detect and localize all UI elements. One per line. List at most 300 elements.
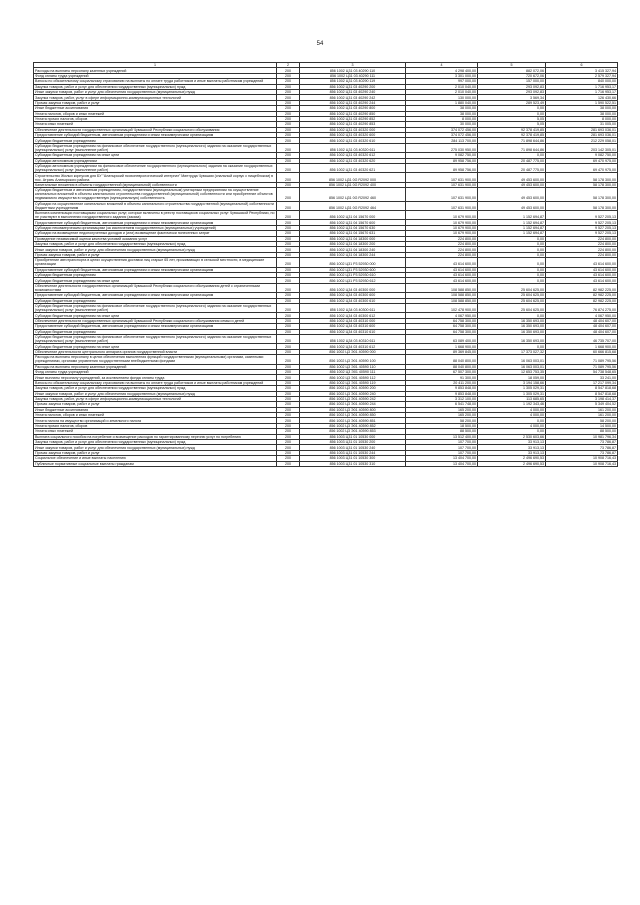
row-description: Закупка товаров, работ, услуг в сфере информационно-коммуникационных технологий [34, 95, 277, 100]
row-executed-amount: 0,00 [478, 418, 546, 423]
row-budget-code: 856 1002 Ц31 P3 52930 000 [300, 258, 406, 267]
row-executed-amount: 0,00 [478, 153, 546, 158]
row-line-code: 200 [277, 267, 300, 272]
row-unexecuted-amount: 161 200,00 [546, 407, 618, 412]
row-approved-amount: 13 404 700,00 [406, 461, 478, 466]
row-approved-amount: 67 507 300,00 [406, 369, 478, 374]
row-line-code: 200 [277, 173, 300, 182]
row-executed-amount: 33 913,13 [478, 450, 546, 455]
row-unexecuted-amount: 281 693 036,01 [546, 127, 618, 132]
row-executed-amount: 0,00 [478, 236, 546, 241]
row-executed-amount: 4 000,00 [478, 407, 546, 412]
row-line-code: 200 [277, 133, 300, 138]
row-line-code: 200 [277, 89, 300, 94]
row-description: Закупка товаров, работ и услуг для обеспечения государственных (муниципальных) нужд [34, 84, 277, 89]
row-budget-code: 856 1003 Ц31 01 10530 200 [300, 440, 406, 445]
row-line-code: 200 [277, 418, 300, 423]
row-executed-amount: 20 487 775,00 [478, 158, 546, 163]
row-budget-code: 856 1002 Ц3 Э01 40590 244 [300, 402, 406, 407]
row-approved-amount: 4 067 950,00 [406, 313, 478, 318]
row-executed-amount: 113 685,65 [478, 396, 546, 401]
row-budget-code: 856 1002 Ц31 04 15670 000 [300, 211, 406, 220]
row-budget-code: 856 1002 Ц3 Э01 40590 112 [300, 375, 406, 380]
row-line-code: 200 [277, 293, 300, 298]
row-description: Предоставление субсидий бюджетным, автономным учреждениям и иным некоммерческим организациям [34, 267, 277, 272]
row-description: Прочая закупка товаров, работ и услуг [34, 450, 277, 455]
row-line-code: 200 [277, 188, 300, 201]
row-line-code: 200 [277, 153, 300, 158]
row-unexecuted-amount: 73 786,87 [546, 445, 618, 450]
row-budget-code: 856 1002 Ц31 P3 52930 610 [300, 273, 406, 278]
table-row [34, 258, 618, 267]
table-row [34, 355, 618, 364]
row-description: Субсидии бюджетным учреждениям на финансовое обеспечение государственного (муниципального) задания на оказание государственных (муниципальных) услуг (выполнение работ) [34, 143, 277, 152]
row-executed-amount: 0,00 [478, 111, 546, 116]
row-description: Субсидии автономным учреждениям [34, 158, 277, 163]
row-unexecuted-amount: 1 716 953,17 [546, 89, 618, 94]
row-budget-code: 856 1002 Ц31 04 15670 631 [300, 231, 406, 236]
row-description: Субсидии бюджетным учреждениям на иные цели [34, 278, 277, 283]
row-approved-amount: 89 958 756,00 [406, 158, 478, 163]
row-description: Строительство Жилых корпусов для БУ "Алатырский психоневрологический интернат" Минтруда Чувашии (спальный корпус с пищеблоком) в пос. Атрать Алатырского района [34, 173, 277, 182]
row-line-code: 200 [277, 211, 300, 220]
table-row [34, 201, 618, 210]
row-budget-code: 856 1002 Ц3 Э01 40590 852 [300, 423, 406, 428]
row-description: Выплата социального пособия на погребение и возмещение расходов по гарантированному перечню услуг по погребению [34, 434, 277, 439]
table-row [34, 334, 618, 343]
row-line-code: 200 [277, 73, 300, 78]
row-unexecuted-amount: 9 527 205,13 [546, 231, 618, 236]
row-budget-code: 856 1002 Ц31 P3 52930 600 [300, 267, 406, 272]
row-approved-amount: 130 000,00 [406, 95, 478, 100]
row-executed-amount: 25 604 625,00 [478, 283, 546, 292]
row-executed-amount: 0,00 [478, 429, 546, 434]
row-executed-amount: 1 152 694,87 [478, 231, 546, 236]
row-unexecuted-amount: 14 500,00 [546, 423, 618, 428]
row-description: Прочая закупка товаров, работ и услуг [34, 100, 277, 105]
row-executed-amount: 16 063 003,01 [478, 364, 546, 369]
row-executed-amount: 1 152 694,87 [478, 220, 546, 225]
row-line-code: 200 [277, 318, 300, 323]
row-description: Предоставление субсидий бюджетным, автономным учреждениям и иным некоммерческим организациям [34, 220, 277, 225]
row-description: Субсидии бюджетным учреждениям на финансовое обеспечение государственного (муниципального) задания на оказание государственных (муниципальных) услуг (выполнение работ) [34, 334, 277, 343]
row-description: Предоставление субсидий бюджетным, автономным учреждениям и иным некоммерческим организациям [34, 293, 277, 298]
row-unexecuted-amount: 88 500,00 [546, 429, 618, 434]
row-budget-code: 856 1002 Ц31 04 15670 630 [300, 225, 406, 230]
row-description: Иные бюджетные ассигнования [34, 407, 277, 412]
row-line-code: 200 [277, 391, 300, 396]
row-budget-code: 856 1002 Ц31 04 15670 600 [300, 220, 406, 225]
row-approved-amount: 64 758 300,00 [406, 324, 478, 329]
row-executed-amount: 1 192 343,46 [478, 402, 546, 407]
row-description: Иные закупки товаров, работ и услуг для обеспечения государственных (муниципальных) нужд [34, 89, 277, 94]
row-unexecuted-amount: 281 693 036,01 [546, 133, 618, 138]
row-unexecuted-amount: 82 982 225,00 [546, 283, 618, 292]
row-executed-amount: 25 604 625,00 [478, 293, 546, 298]
row-unexecuted-amount: 69 470 975,00 [546, 158, 618, 163]
row-description: Субсидии на осуществление капитальных вложений в объекты капитального строительства государственной (муниципальной) собственности бюджетным учреждениям [34, 201, 277, 210]
row-approved-amount: 107 700,00 [406, 440, 478, 445]
row-description: Субсидии бюджетным учреждениям на иные цели [34, 313, 277, 318]
row-line-code: 200 [277, 364, 300, 369]
row-budget-code: 856 1002 Ц31 03 40290 800 [300, 106, 406, 111]
row-budget-code: 856 1002 Ц31 03 40290 850 [300, 111, 406, 116]
row-budget-code: 856 1002 Ц3 Э01 40590 850 [300, 413, 406, 418]
row-executed-amount: 92 378 419,85 [478, 127, 546, 132]
row-description: Предоставление субсидий бюджетным, автономным учреждениям и иным некоммерческим организациям [34, 133, 277, 138]
row-description: Прочая закупка товаров, работ и услуг [34, 402, 277, 407]
table-row [34, 461, 618, 466]
row-budget-code: 856 1002 Ц31 03 40320 611 [300, 143, 406, 152]
row-description: Социальное обеспечение и иные выплаты населению [34, 456, 277, 461]
row-budget-code: 856 1002 Ц3 Э01 40590 110 [300, 364, 406, 369]
row-description: Уплата иных платежей [34, 122, 277, 127]
row-approved-amount: 13 404 700,00 [406, 456, 478, 461]
row-description: Закупка товаров, работ, услуг в сфере информационно-коммуникационных технологий [34, 396, 277, 401]
row-budget-code: 856 1002 Ц31 0G R2092 464 [300, 201, 406, 210]
row-approved-amount: 30 000,00 [406, 122, 478, 127]
row-description: Субсидии бюджетным учреждениям на иные цели [34, 153, 277, 158]
row-budget-code: 856 1002 Ц31 03 40320 600 [300, 133, 406, 138]
row-line-code: 200 [277, 344, 300, 349]
row-executed-amount: 289 523,49 [478, 100, 546, 105]
row-executed-amount: 16 350 693,00 [478, 334, 546, 343]
row-approved-amount: 275 030 950,00 [406, 143, 478, 152]
row-line-code: 200 [277, 242, 300, 247]
column-header: 2 [277, 63, 300, 68]
row-line-code: 200 [277, 127, 300, 132]
row-line-code: 200 [277, 355, 300, 364]
row-description: Обеспечение деятельности центрального аппарата органов государственной власти [34, 349, 277, 354]
row-description: Субсидии бюджетным учреждениям на иные цели [34, 344, 277, 349]
row-description: Расходы на выплаты персоналу казенных учреждений [34, 68, 277, 73]
row-budget-code: 856 1002 Ц31 03 40290 110 [300, 68, 406, 73]
row-description: Уплата налогов, сборов и иных платежей [34, 413, 277, 418]
row-unexecuted-amount: 161 200,00 [546, 413, 618, 418]
row-budget-code: 856 1002 Ц34 03 40300 611 [300, 303, 406, 312]
row-description: Выплата компенсации поставщикам социальных услуг, которые включены в реестр поставщиков социальных услуг Чувашской Республики, но не участвуют в выполнении государственного задания (заказа) [35, 211, 275, 220]
row-unexecuted-amount: 38 000,00 [546, 111, 618, 116]
row-executed-amount: 20 487 775,00 [478, 164, 546, 173]
row-line-code: 200 [277, 220, 300, 225]
row-approved-amount: 8 000,00 [406, 116, 478, 121]
row-executed-amount: 0,00 [478, 278, 546, 283]
row-approved-amount: 107 700,00 [406, 450, 478, 455]
row-executed-amount: 1 305 029,31 [478, 391, 546, 396]
row-executed-amount: 17 373 027,32 [478, 349, 546, 354]
row-executed-amount: 2 530 603,66 [478, 434, 546, 439]
row-line-code: 200 [277, 258, 300, 267]
row-description: Уплата иных платежей [34, 429, 277, 434]
row-approved-amount: 224 800,00 [406, 242, 478, 247]
row-unexecuted-amount: 17 217 099,34 [546, 380, 618, 385]
row-approved-amount: 88 040 800,00 [406, 364, 478, 369]
row-budget-code: 856 1002 Ц3 Э01 40590 100 [300, 355, 406, 364]
row-unexecuted-amount: 224 800,00 [546, 247, 618, 252]
row-approved-amount: 13 512 400,00 [406, 434, 478, 439]
row-budget-code: 856 1003 Ц31 01 10530 240 [300, 445, 406, 450]
row-description: Фонд оплаты труда учреждений [34, 369, 277, 374]
row-unexecuted-amount: 58 178 300,00 [546, 201, 618, 210]
table-body [34, 68, 618, 467]
row-line-code: 200 [277, 440, 300, 445]
row-approved-amount: 20 411 200,00 [406, 380, 478, 385]
row-approved-amount: 374 072 456,00 [406, 133, 478, 138]
row-executed-amount: 71 898 644,86 [478, 138, 546, 143]
row-description: Взносы по обязательному социальному страхованию на выплаты по оплате труда работников и иные выплаты работникам учреждений [34, 79, 277, 84]
row-line-code: 200 [277, 143, 300, 152]
row-approved-amount: 3 301 000,00 [406, 73, 478, 78]
row-unexecuted-amount: 76 874 275,00 [546, 303, 618, 312]
row-line-code: 200 [277, 164, 300, 173]
row-budget-code: 856 1003 Ц31 01 10530 300 [300, 456, 406, 461]
row-budget-code: 856 1002 Ц3 Э01 40590 119 [300, 380, 406, 385]
row-approved-amount: 43 614 600,00 [406, 278, 478, 283]
row-budget-code: 856 1002 Ц31 03 40320 610 [300, 138, 406, 143]
row-executed-amount: 25 604 625,00 [478, 303, 546, 312]
budget-execution-table [33, 62, 618, 467]
row-unexecuted-amount: 1 716 953,17 [546, 84, 618, 89]
row-description: Проведение независимой оценки качества условий оказания услуг [34, 236, 277, 241]
row-executed-amount: 2 496 690,53 [478, 461, 546, 466]
row-executed-amount: 16 350 693,00 [478, 329, 546, 334]
row-approved-amount: 6 541 748,00 [406, 402, 478, 407]
row-line-code: 200 [277, 252, 300, 257]
row-budget-code: 856 1002 Ц31 03 40290 240 [300, 89, 406, 94]
row-executed-amount: 33 913,13 [478, 440, 546, 445]
row-executed-amount: 12 653 753,35 [478, 369, 546, 374]
row-description: Субсидии автономным учреждениям на финансовое обеспечение государственного (муниципального) задания на оказание государственных (муниципальных) услуг (выполнение работ) [34, 164, 277, 173]
row-approved-amount: 107 700,00 [406, 445, 478, 450]
row-budget-code: 856 1002 Ц31 04 18300 244 [300, 252, 406, 257]
row-executed-amount: 49 453 600,00 [478, 182, 546, 187]
row-executed-amount: 157 000,00 [478, 79, 546, 84]
row-budget-code: 856 1002 Ц31 0G R2092 460 [300, 188, 406, 201]
row-approved-amount: 107 631 900,00 [406, 201, 478, 210]
row-budget-code: 856 1002 Ц3 Э01 40590 111 [300, 369, 406, 374]
row-unexecuted-amount: 5 349 404,52 [546, 402, 618, 407]
row-unexecuted-amount: 10 981 796,34 [546, 434, 618, 439]
row-budget-code: 856 1002 Ц3 Э01 40590 200 [300, 386, 406, 391]
row-budget-code: 856 1002 Ц31 0G R2092 000 [300, 173, 406, 182]
row-unexecuted-amount: 71 089 795,56 [546, 355, 618, 364]
row-executed-amount: 25 604 625,00 [478, 298, 546, 303]
row-budget-code: 856 1002 Ц31 03 40320 621 [300, 164, 406, 173]
row-budget-code: 856 1002 Ц31 0G R2092 400 [300, 182, 406, 187]
row-unexecuted-amount: 73 786,87 [546, 440, 618, 445]
row-line-code: 200 [277, 369, 300, 374]
row-approved-amount: 64 758 300,00 [406, 318, 478, 323]
row-description: Обеспечение деятельности государственных организаций Чувашской Республики социального обслуживания семьи и детей [34, 318, 277, 323]
row-executed-amount: 0,00 [478, 258, 546, 267]
row-executed-amount: 18 059,00 [478, 375, 546, 380]
row-budget-code: 856 1002 Ц3 Э01 40590 851 [300, 418, 406, 423]
row-budget-code: 856 1002 Ц3 Э01 40590 000 [300, 349, 406, 354]
row-approved-amount: 38 000,00 [406, 111, 478, 116]
row-budget-code: 856 1002 Ц34 03 40310 000 [300, 318, 406, 323]
row-line-code: 200 [277, 349, 300, 354]
row-unexecuted-amount: 224 800,00 [546, 242, 618, 247]
row-description: Закупка товаров, работ и услуг для обеспечения государственных (муниципальных) нужд [34, 440, 277, 445]
row-description: Субсидии бюджетным учреждениям [34, 298, 277, 303]
row-budget-code: 856 1002 Ц31 03 40290 242 [300, 95, 406, 100]
row-line-code: 200 [277, 380, 300, 385]
row-line-code: 200 [277, 313, 300, 318]
row-budget-code: 856 1002 Ц31 03 40290 111 [300, 73, 406, 78]
row-approved-amount: 38 000,00 [406, 106, 478, 111]
row-executed-amount: 16 063 003,01 [478, 355, 546, 364]
row-approved-amount: 107 631 900,00 [406, 182, 478, 187]
row-approved-amount: 10 679 900,00 [406, 211, 478, 220]
row-approved-amount: 107 631 900,00 [406, 188, 478, 201]
row-approved-amount: 58 200,00 [406, 418, 478, 423]
column-header: 3 [300, 63, 406, 68]
row-approved-amount: 2 010 040,00 [406, 84, 478, 89]
row-executed-amount: 5,05 [478, 116, 546, 121]
column-header: 1 [34, 63, 277, 68]
row-budget-code: 856 1002 Ц34 03 40300 600 [300, 293, 406, 298]
row-budget-code: 856 1002 Ц31 04 18300 200 [300, 242, 406, 247]
row-unexecuted-amount: 1 590 522,51 [546, 100, 618, 105]
row-description: Уплата прочих налогов, сборов [34, 423, 277, 428]
row-unexecuted-amount: 82 982 225,00 [546, 293, 618, 298]
row-approved-amount: 10 679 900,00 [406, 220, 478, 225]
row-approved-amount: 107 631 900,00 [406, 173, 478, 182]
row-executed-amount: 1 152 694,87 [478, 211, 546, 220]
row-budget-code: 856 1002 Ц31 03 40320 000 [300, 127, 406, 132]
row-line-code: 200 [277, 324, 300, 329]
row-description: Уплата прочих налогов, сборов [34, 116, 277, 121]
row-line-code: 200 [277, 283, 300, 292]
row-budget-code: 856 1002 Ц3 Э01 40590 240 [300, 391, 406, 396]
row-unexecuted-amount: 203 142 305,01 [546, 143, 618, 152]
row-unexecuted-amount: 48 404 607,00 [546, 318, 618, 323]
row-unexecuted-amount: 38 000,00 [546, 106, 618, 111]
row-line-code: 200 [277, 116, 300, 121]
row-description: Субсидии бюджетным и автономным учреждениям, государственным (муниципальным) унитарным предприятиям на осуществление капитальных вложений в объекты капитального строительства государственной (муниципальной) собственности или приобретение объектов недвижимого имущества в государственную (муниципальную) собственность [34, 188, 277, 201]
row-line-code: 200 [277, 122, 300, 127]
row-approved-amount: 43 614 600,00 [406, 258, 478, 267]
row-executed-amount: 0,00 [478, 267, 546, 272]
row-approved-amount: 9 082 750,00 [406, 153, 478, 158]
row-approved-amount: 165 200,00 [406, 413, 478, 418]
row-approved-amount: 224 800,00 [406, 236, 478, 241]
row-line-code: 200 [277, 402, 300, 407]
page-number: 54 [316, 41, 324, 47]
row-unexecuted-amount: 4 067 950,00 [546, 313, 618, 318]
row-budget-code: 856 1002 Ц31 03 40290 852 [300, 116, 406, 121]
table-row [34, 164, 618, 173]
row-line-code: 200 [277, 182, 300, 187]
column-header: 4 [406, 63, 478, 68]
row-unexecuted-amount: 212 229 058,01 [546, 138, 618, 143]
row-description: Закупка товаров, работ и услуг для обеспечения государственных (муниципальных) нужд [34, 386, 277, 391]
row-budget-code: 856 1002 Ц31 03 40290 119 [300, 79, 406, 84]
row-description: Прочая закупка товаров, работ и услуг [34, 252, 277, 257]
row-executed-amount: 0,00 [478, 252, 546, 257]
row-line-code: 200 [277, 396, 300, 401]
row-budget-code: 856 1002 Ц31 03 40320 612 [300, 153, 406, 158]
row-line-code: 200 [277, 158, 300, 163]
row-executed-amount: 0,00 [478, 273, 546, 278]
row-line-code: 200 [277, 413, 300, 418]
row-budget-code: 856 1002 Ц34 03 40310 612 [300, 344, 406, 349]
row-line-code: 200 [277, 68, 300, 73]
row-unexecuted-amount: 58 178 300,00 [546, 182, 618, 187]
row-line-code: 200 [277, 450, 300, 455]
row-unexecuted-amount: 8 547 818,68 [546, 391, 618, 396]
row-approved-amount: 224 800,00 [406, 247, 478, 252]
row-approved-amount: 997 000,00 [406, 79, 478, 84]
table-row [34, 303, 618, 312]
row-unexecuted-amount: 48 404 607,00 [546, 324, 618, 329]
row-line-code: 200 [277, 79, 300, 84]
row-line-code: 200 [277, 445, 300, 450]
row-unexecuted-amount: 60 666 815,68 [546, 349, 618, 354]
table-row [34, 283, 618, 292]
row-executed-amount: 49 453 600,00 [478, 173, 546, 182]
row-line-code: 200 [277, 456, 300, 461]
row-budget-code: 856 1002 Ц34 03 40300 000 [300, 283, 406, 292]
row-executed-amount: 5,05 [478, 122, 546, 127]
row-unexecuted-amount: 48 404 607,00 [546, 329, 618, 334]
row-budget-code: 856 1003 Ц31 01 10530 000 [300, 434, 406, 439]
row-unexecuted-amount: 43 614 600,00 [546, 278, 618, 283]
row-executed-amount: 1 305 029,31 [478, 386, 546, 391]
row-approved-amount: 284 113 700,00 [406, 138, 478, 143]
row-unexecuted-amount: 1 668 900,00 [546, 344, 618, 349]
row-unexecuted-amount: 43 614 600,00 [546, 267, 618, 272]
row-budget-code: 856 1002 Ц34 03 40310 600 [300, 324, 406, 329]
row-line-code: 200 [277, 334, 300, 343]
row-line-code: 200 [277, 423, 300, 428]
row-executed-amount: 0,00 [478, 344, 546, 349]
row-budget-code: 856 1002 Ц31 03 40290 244 [300, 100, 406, 105]
row-unexecuted-amount: 10 908 716,43 [546, 461, 618, 466]
row-approved-amount: 108 588 850,00 [406, 293, 478, 298]
row-executed-amount: 71 898 644,86 [478, 143, 546, 152]
row-approved-amount: 88 040 800,00 [406, 355, 478, 364]
row-approved-amount: 165 200,00 [406, 407, 478, 412]
row-unexecuted-amount: 31 005,00 [546, 122, 618, 127]
row-description: Субсидии некоммерческим организациям (за исключением государственных (муниципальных) учреждений) [34, 225, 277, 230]
row-budget-code: 856 1002 Ц34 03 40300 612 [300, 313, 406, 318]
row-description: Обеспечение деятельности государственных организаций Чувашской Республики социального обслуживания [34, 127, 277, 132]
row-approved-amount: 43 614 600,00 [406, 267, 478, 272]
row-executed-amount: 3 194 158,66 [478, 380, 546, 385]
row-unexecuted-amount: 33 241,00 [546, 375, 618, 380]
row-description: Иные выплаты персоналу учреждений, за исключением фонда оплаты труда [34, 375, 277, 380]
row-approved-amount: 374 072 456,00 [406, 127, 478, 132]
row-description: Иные закупки товаров, работ и услуг для обеспечения государственных (муниципальных) нужд [34, 391, 277, 396]
row-budget-code: 856 1002 Ц31 04 18300 240 [300, 247, 406, 252]
row-description: Субсидии бюджетным учреждениям на финансовое обеспечение государственного (муниципального) задания на оказание государственных (муниципальных) услуг (выполнение работ) [34, 303, 277, 312]
row-approved-amount: 1 880 040,00 [406, 100, 478, 105]
row-unexecuted-amount: 10 908 716,43 [546, 456, 618, 461]
row-description: Субсидии бюджетным учреждениям [34, 138, 277, 143]
row-budget-code: 856 1002 Ц3 Э01 40590 800 [300, 407, 406, 412]
row-line-code: 200 [277, 278, 300, 283]
row-approved-amount: 43 614 600,00 [406, 273, 478, 278]
row-unexecuted-amount: 73 786,87 [546, 450, 618, 455]
row-line-code: 200 [277, 329, 300, 334]
row-description: Иные бюджетные ассигнования [34, 106, 277, 111]
row-unexecuted-amount: 840 000,00 [546, 79, 618, 84]
row-unexecuted-amount: 2 579 327,94 [546, 73, 618, 78]
row-approved-amount: 10 679 900,00 [406, 231, 478, 236]
row-budget-code: 856 1003 Ц31 01 10530 310 [300, 461, 406, 466]
row-unexecuted-amount: 82 982 225,00 [546, 298, 618, 303]
